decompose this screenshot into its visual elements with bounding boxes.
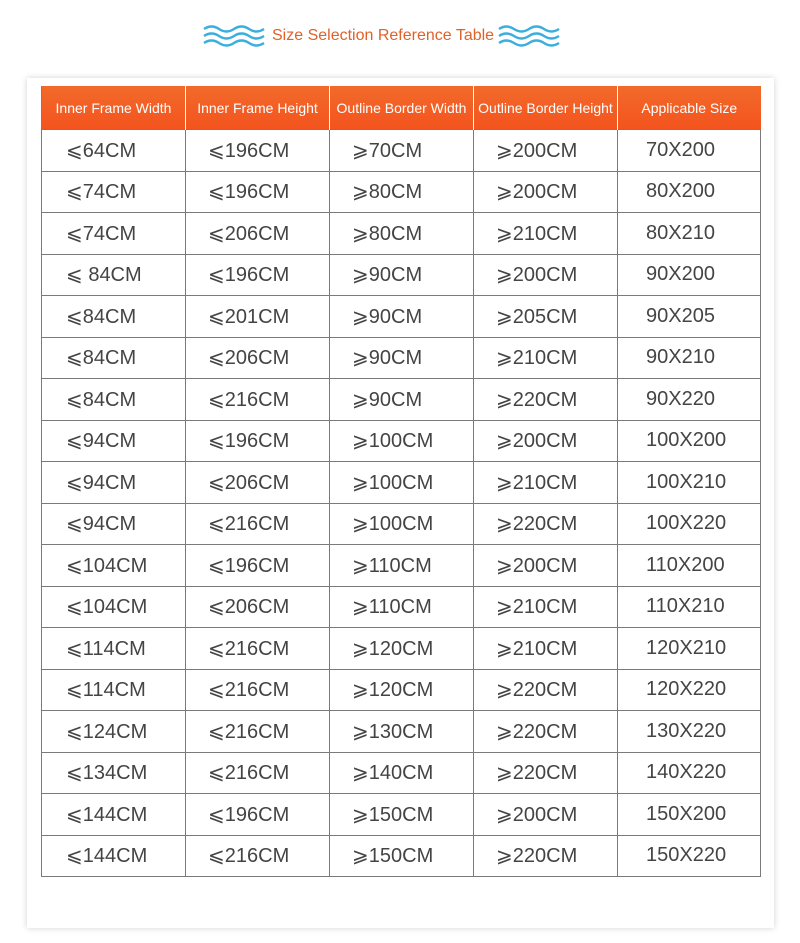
cell-inner-frame-height: ⩽196CM xyxy=(186,420,330,462)
cell-applicable-size: 100X200 xyxy=(618,420,761,462)
cell-inner-frame-width: ⩽64CM xyxy=(42,130,186,172)
cell-outline-border-width: ⩾120CM xyxy=(330,669,474,711)
cell-inner-frame-height: ⩽216CM xyxy=(186,835,330,877)
cell-inner-frame-width: ⩽144CM xyxy=(42,794,186,836)
cell-outline-border-height: ⩾210CM xyxy=(474,462,618,504)
cell-applicable-size: 130X220 xyxy=(618,711,761,753)
table-row xyxy=(42,669,761,711)
cell-applicable-size: 110X210 xyxy=(618,586,761,628)
cell-outline-border-width: ⩾80CM xyxy=(330,171,474,213)
cell-outline-border-height: ⩾220CM xyxy=(474,835,618,877)
cell-applicable-size: 90X200 xyxy=(618,254,761,296)
cell-inner-frame-width: ⩽84CM xyxy=(42,337,186,379)
cell-inner-frame-height: ⩽206CM xyxy=(186,462,330,504)
cell-inner-frame-height: ⩽206CM xyxy=(186,586,330,628)
cell-applicable-size: 120X210 xyxy=(618,628,761,670)
cell-outline-border-width: ⩾90CM xyxy=(330,379,474,421)
cell-outline-border-height: ⩾200CM xyxy=(474,420,618,462)
cell-inner-frame-height: ⩽196CM xyxy=(186,254,330,296)
cell-outline-border-width: ⩾110CM xyxy=(330,586,474,628)
cell-inner-frame-width: ⩽124CM xyxy=(42,711,186,753)
cell-inner-frame-width: ⩽94CM xyxy=(42,503,186,545)
cell-inner-frame-width: ⩽74CM xyxy=(42,171,186,213)
cell-applicable-size: 70X200 xyxy=(618,130,761,172)
cell-inner-frame-height: ⩽201CM xyxy=(186,296,330,338)
table-row xyxy=(42,254,761,296)
cell-outline-border-height: ⩾200CM xyxy=(474,254,618,296)
table-row xyxy=(42,213,761,255)
cell-outline-border-height: ⩾220CM xyxy=(474,669,618,711)
cell-outline-border-height: ⩾200CM xyxy=(474,130,618,172)
cell-applicable-size: 90X210 xyxy=(618,337,761,379)
table-header-row xyxy=(42,86,761,130)
cell-inner-frame-height: ⩽216CM xyxy=(186,669,330,711)
cell-applicable-size: 90X220 xyxy=(618,379,761,421)
table-row xyxy=(42,711,761,753)
cell-inner-frame-width: ⩽104CM xyxy=(42,545,186,587)
table-row xyxy=(42,171,761,213)
cell-outline-border-width: ⩾70CM xyxy=(330,130,474,172)
cell-outline-border-height: ⩾205CM xyxy=(474,296,618,338)
cell-outline-border-width: ⩾150CM xyxy=(330,794,474,836)
table-row xyxy=(42,337,761,379)
cell-outline-border-height: ⩾200CM xyxy=(474,794,618,836)
cell-outline-border-width: ⩾100CM xyxy=(330,420,474,462)
cell-outline-border-height: ⩾220CM xyxy=(474,503,618,545)
cell-outline-border-height: ⩾220CM xyxy=(474,711,618,753)
cell-outline-border-width: ⩾120CM xyxy=(330,628,474,670)
cell-outline-border-height: ⩾210CM xyxy=(474,628,618,670)
cell-inner-frame-width: ⩽74CM xyxy=(42,213,186,255)
cell-inner-frame-width: ⩽134CM xyxy=(42,752,186,794)
header-applicable-size: Applicable Size xyxy=(618,86,761,130)
cell-inner-frame-width: ⩽84CM xyxy=(42,296,186,338)
table-row xyxy=(42,628,761,670)
header-outline-border-width: Outline Border Width xyxy=(330,86,474,130)
cell-applicable-size: 150X200 xyxy=(618,794,761,836)
page-title: Size Selection Reference Table xyxy=(272,27,495,44)
cell-inner-frame-height: ⩽196CM xyxy=(186,171,330,213)
cell-inner-frame-width: ⩽114CM xyxy=(42,669,186,711)
table-row xyxy=(42,503,761,545)
cell-applicable-size: 150X220 xyxy=(618,835,761,877)
header-inner-frame-width: Inner Frame Width xyxy=(42,86,186,130)
cell-applicable-size: 80X200 xyxy=(618,171,761,213)
table-row xyxy=(42,545,761,587)
cell-outline-border-height: ⩾220CM xyxy=(474,752,618,794)
cell-inner-frame-width: ⩽84CM xyxy=(42,379,186,421)
cell-inner-frame-width: ⩽104CM xyxy=(42,586,186,628)
cell-outline-border-width: ⩾90CM xyxy=(330,296,474,338)
wave-lines-icon xyxy=(203,24,265,48)
cell-applicable-size: 90X205 xyxy=(618,296,761,338)
cell-inner-frame-height: ⩽216CM xyxy=(186,503,330,545)
cell-inner-frame-width: ⩽ 84CM xyxy=(42,254,186,296)
cell-applicable-size: 100X220 xyxy=(618,503,761,545)
cell-applicable-size: 80X210 xyxy=(618,213,761,255)
cell-inner-frame-width: ⩽94CM xyxy=(42,420,186,462)
table-body xyxy=(42,130,761,877)
cell-outline-border-width: ⩾110CM xyxy=(330,545,474,587)
table-row xyxy=(42,752,761,794)
cell-inner-frame-height: ⩽196CM xyxy=(186,130,330,172)
cell-inner-frame-height: ⩽216CM xyxy=(186,379,330,421)
cell-applicable-size: 100X210 xyxy=(618,462,761,504)
cell-outline-border-height: ⩾210CM xyxy=(474,586,618,628)
table-row xyxy=(42,379,761,421)
header-outline-border-height: Outline Border Height xyxy=(474,86,618,130)
table-row xyxy=(42,794,761,836)
cell-inner-frame-height: ⩽196CM xyxy=(186,545,330,587)
cell-outline-border-width: ⩾100CM xyxy=(330,503,474,545)
cell-outline-border-width: ⩾150CM xyxy=(330,835,474,877)
table-row xyxy=(42,586,761,628)
table-row xyxy=(42,835,761,877)
cell-outline-border-height: ⩾200CM xyxy=(474,171,618,213)
cell-outline-border-height: ⩾210CM xyxy=(474,337,618,379)
cell-inner-frame-width: ⩽94CM xyxy=(42,462,186,504)
cell-outline-border-width: ⩾90CM xyxy=(330,337,474,379)
cell-inner-frame-height: ⩽206CM xyxy=(186,213,330,255)
cell-inner-frame-height: ⩽216CM xyxy=(186,752,330,794)
cell-outline-border-width: ⩾80CM xyxy=(330,213,474,255)
cell-outline-border-height: ⩾220CM xyxy=(474,379,618,421)
cell-inner-frame-height: ⩽216CM xyxy=(186,628,330,670)
cell-applicable-size: 120X220 xyxy=(618,669,761,711)
size-table xyxy=(41,86,761,877)
table-row xyxy=(42,130,761,172)
header-inner-frame-height: Inner Frame Height xyxy=(186,86,330,130)
cell-outline-border-width: ⩾90CM xyxy=(330,254,474,296)
cell-inner-frame-height: ⩽196CM xyxy=(186,794,330,836)
wave-lines-icon xyxy=(498,24,560,48)
cell-inner-frame-height: ⩽216CM xyxy=(186,711,330,753)
table-row xyxy=(42,462,761,504)
cell-outline-border-height: ⩾200CM xyxy=(474,545,618,587)
cell-inner-frame-width: ⩽114CM xyxy=(42,628,186,670)
cell-outline-border-width: ⩾140CM xyxy=(330,752,474,794)
cell-outline-border-width: ⩾130CM xyxy=(330,711,474,753)
cell-inner-frame-width: ⩽144CM xyxy=(42,835,186,877)
cell-outline-border-width: ⩾100CM xyxy=(330,462,474,504)
cell-outline-border-height: ⩾210CM xyxy=(474,213,618,255)
cell-applicable-size: 140X220 xyxy=(618,752,761,794)
cell-inner-frame-height: ⩽206CM xyxy=(186,337,330,379)
cell-applicable-size: 110X200 xyxy=(618,545,761,587)
table-row xyxy=(42,296,761,338)
table-row xyxy=(42,420,761,462)
title-bar xyxy=(0,22,800,52)
